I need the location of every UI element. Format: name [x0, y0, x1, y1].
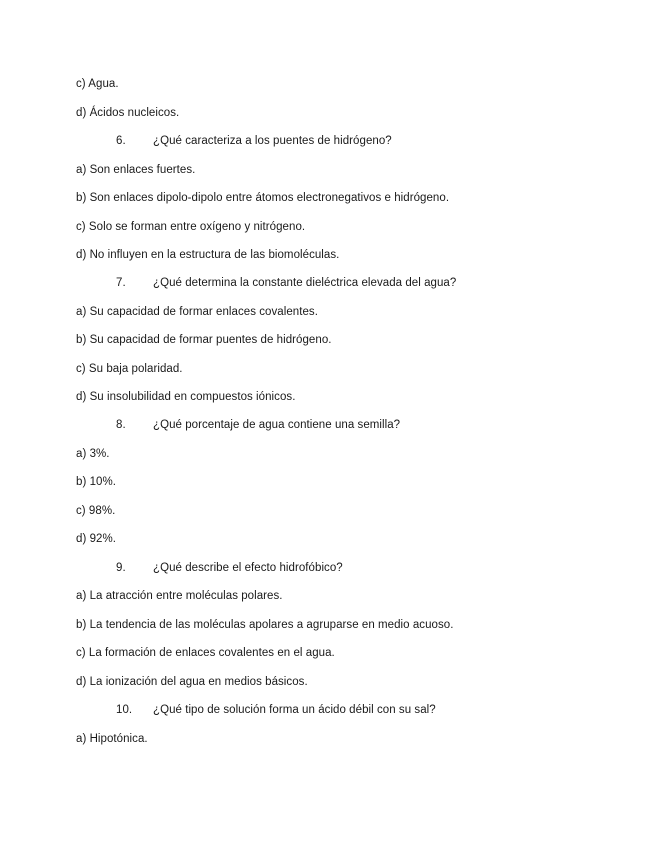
question-number: 7. — [116, 277, 126, 289]
question-text: ¿Qué tipo de solución forma un ácido débil con su sal? — [153, 704, 436, 716]
question-text: ¿Qué porcentaje de agua contiene una semilla? — [153, 419, 401, 431]
option-line: d) La ionización del agua en medios básicos. — [76, 676, 308, 688]
option-line: a) 3%. — [76, 448, 110, 460]
option-line: b) Son enlaces dipolo-dipolo entre átomos electronegativos e hidrógeno. — [76, 192, 450, 204]
option-line: c) 98%. — [76, 505, 116, 517]
option-line: c) Solo se forman entre oxígeno y nitrógeno. — [76, 221, 306, 233]
option-line: b) Su capacidad de formar puentes de hidrógeno. — [76, 334, 332, 346]
question-text: ¿Qué describe el efecto hidrofóbico? — [153, 562, 343, 574]
question-number: 9. — [116, 562, 126, 574]
option-line: a) Hipotónica. — [76, 733, 148, 745]
question-number: 10. — [116, 704, 133, 716]
option-line: b) La tendencia de las moléculas apolares a agruparse en medio acuoso. — [76, 619, 454, 631]
option-line: c) Agua. — [76, 78, 119, 90]
option-line: a) Su capacidad de formar enlaces covalentes. — [76, 306, 318, 318]
question-number: 8. — [116, 419, 126, 431]
question-text: ¿Qué determina la constante dieléctrica elevada del agua? — [153, 277, 457, 289]
option-line: a) La atracción entre moléculas polares. — [76, 590, 283, 602]
option-line: b) 10%. — [76, 476, 116, 488]
option-line: a) Son enlaces fuertes. — [76, 164, 196, 176]
option-line: d) No influyen en la estructura de las biomoléculas. — [76, 249, 340, 261]
option-line: d) Ácidos nucleicos. — [76, 107, 180, 119]
option-line: d) 92%. — [76, 533, 116, 545]
option-line: c) Su baja polaridad. — [76, 363, 183, 375]
question-text: ¿Qué caracteriza a los puentes de hidrógeno? — [153, 135, 392, 147]
option-line: d) Su insolubilidad en compuestos iónicos. — [76, 391, 296, 403]
question-number: 6. — [116, 135, 126, 147]
option-line: c) La formación de enlaces covalentes en el agua. — [76, 647, 335, 659]
